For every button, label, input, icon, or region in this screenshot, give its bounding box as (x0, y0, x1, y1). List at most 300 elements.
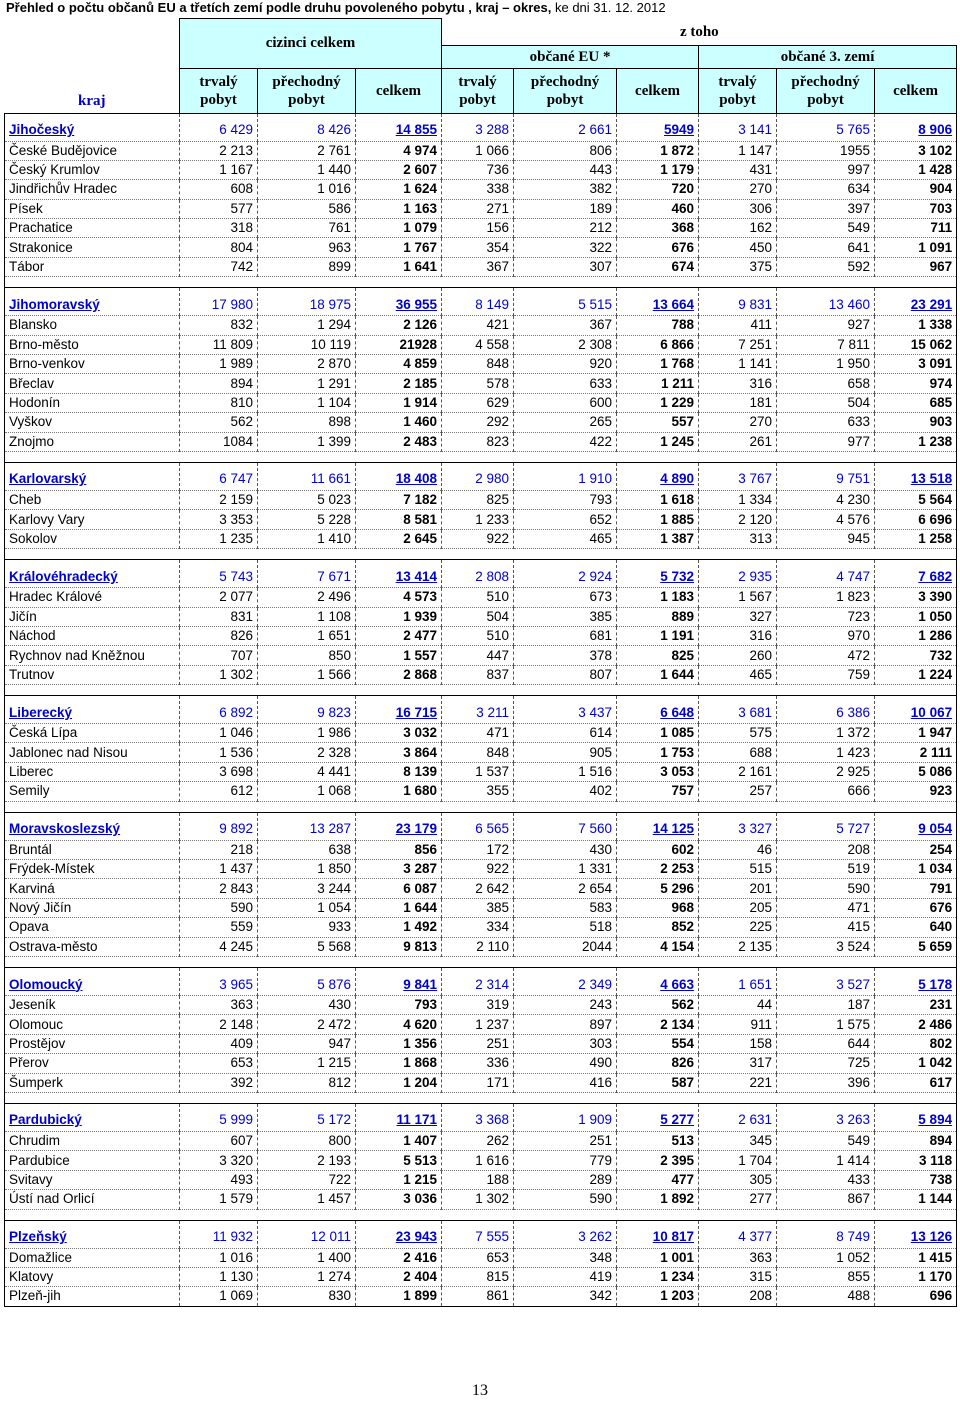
table-cell: 7 555 (442, 1220, 514, 1248)
table-cell: 742 (180, 257, 258, 276)
table-cell: 10 119 (258, 335, 356, 354)
table-cell: 5 277 (617, 1103, 699, 1131)
table-cell: 162 (699, 219, 777, 238)
table-cell: 2 607 (356, 160, 442, 179)
table-cell: 2 161 (699, 762, 777, 781)
spacer-cell (258, 685, 356, 696)
district-row (5, 374, 957, 393)
spacer-row (5, 1092, 957, 1103)
table-cell: 472 (777, 646, 875, 665)
table-cell: 363 (180, 996, 258, 1015)
spacer-cell (514, 451, 617, 462)
table-cell: 933 (258, 918, 356, 937)
table-cell: 1084 (180, 432, 258, 451)
table-cell: 1 415 (875, 1248, 957, 1267)
table-cell: 16 715 (356, 696, 442, 724)
table-cell: 504 (442, 607, 514, 626)
table-cell: 861 (442, 1287, 514, 1306)
table-cell: 313 (699, 529, 777, 548)
header-obcane-eu: občané EU * (442, 45, 699, 68)
table-cell: 257 (699, 782, 777, 801)
row-label: Rychnov nad Kněžnou (5, 646, 180, 665)
table-cell: 158 (699, 1034, 777, 1053)
region-row (5, 1220, 957, 1248)
table-cell: 3 036 (356, 1190, 442, 1209)
table-cell: 265 (514, 413, 617, 432)
table-cell: 1 203 (617, 1287, 699, 1306)
table-cell: 465 (514, 529, 617, 548)
table-cell: 1 144 (875, 1190, 957, 1209)
table-cell: 1 575 (777, 1015, 875, 1034)
table-cell: 7 182 (356, 490, 442, 509)
table-cell: 674 (617, 257, 699, 276)
spacer-cell (442, 549, 514, 560)
table-cell: 1 768 (617, 355, 699, 374)
table-cell: 1 680 (356, 782, 442, 801)
table-cell: 614 (514, 724, 617, 743)
spacer-row (5, 801, 957, 812)
table-cell: 1 163 (356, 199, 442, 218)
table-cell: 1 016 (180, 1248, 258, 1267)
table-cell: 7 251 (699, 335, 777, 354)
table-cell: 188 (442, 1170, 514, 1189)
table-cell: 2 870 (258, 355, 356, 374)
row-label: Vyškov (5, 413, 180, 432)
table-cell: 703 (875, 199, 957, 218)
table-cell: 1 536 (180, 743, 258, 762)
table-cell: 447 (442, 646, 514, 665)
row-label: Nový Jičín (5, 898, 180, 917)
table-cell: 5 727 (777, 812, 875, 840)
table-cell: 316 (699, 374, 777, 393)
table-cell: 3 681 (699, 696, 777, 724)
table-cell: 963 (258, 238, 356, 257)
header-trvaly-pobyt: trvalý pobyt (442, 68, 514, 113)
table-cell: 889 (617, 607, 699, 626)
spacer-cell (356, 1092, 442, 1103)
table-cell: 504 (777, 393, 875, 412)
table-cell: 1 224 (875, 665, 957, 684)
table-cell: 1 286 (875, 626, 957, 645)
table-cell: 1 428 (875, 160, 957, 179)
table-cell: 1 204 (356, 1073, 442, 1092)
spacer-cell (5, 685, 180, 696)
spacer-cell (777, 277, 875, 288)
table-cell: 3 288 (442, 113, 514, 141)
table-cell: 559 (180, 918, 258, 937)
district-row (5, 180, 957, 199)
table-cell: 10 067 (875, 696, 957, 724)
table-cell: 826 (180, 626, 258, 645)
table-cell: 1 414 (777, 1151, 875, 1170)
table-cell: 2 111 (875, 743, 957, 762)
table-cell: 2 654 (514, 879, 617, 898)
table-cell: 5 894 (875, 1103, 957, 1131)
spacer-cell (875, 1209, 957, 1220)
table-cell: 825 (442, 490, 514, 509)
spacer-cell (442, 685, 514, 696)
spacer-cell (180, 1209, 258, 1220)
spacer-cell (258, 957, 356, 968)
table-cell: 1 130 (180, 1267, 258, 1286)
table-cell: 1 651 (699, 968, 777, 996)
table-cell: 1 215 (356, 1170, 442, 1189)
table-cell: 4 558 (442, 335, 514, 354)
table-cell: 14 855 (356, 113, 442, 141)
table-cell: 1 460 (356, 413, 442, 432)
table-cell: 187 (777, 996, 875, 1015)
table-cell: 815 (442, 1267, 514, 1286)
table-cell: 5 178 (875, 968, 957, 996)
table-cell: 1 457 (258, 1190, 356, 1209)
table-cell: 488 (777, 1287, 875, 1306)
table-cell: 6 648 (617, 696, 699, 724)
table-cell: 5 765 (777, 113, 875, 141)
table-cell: 1 387 (617, 529, 699, 548)
table-cell: 430 (514, 840, 617, 859)
row-label: České Budějovice (5, 141, 180, 160)
table-cell: 5 296 (617, 879, 699, 898)
table-cell: 4 859 (356, 355, 442, 374)
table-cell: 2 843 (180, 879, 258, 898)
table-cell: 415 (777, 918, 875, 937)
table-cell: 9 841 (356, 968, 442, 996)
row-label: Domažlice (5, 1248, 180, 1267)
table-cell: 1 753 (617, 743, 699, 762)
table-body (5, 113, 957, 1306)
table-cell: 1 989 (180, 355, 258, 374)
table-cell: 4 747 (777, 560, 875, 588)
table-header (5, 19, 957, 114)
table-cell: 261 (699, 432, 777, 451)
spacer-cell (356, 549, 442, 560)
table-cell: 419 (514, 1267, 617, 1286)
table-cell: 515 (699, 860, 777, 879)
row-label: Přerov (5, 1054, 180, 1073)
table-cell: 15 062 (875, 335, 957, 354)
district-row (5, 238, 957, 257)
table-cell: 1 557 (356, 646, 442, 665)
table-cell: 1 618 (617, 490, 699, 509)
district-row (5, 1151, 957, 1170)
table-cell: 5 732 (617, 560, 699, 588)
row-label: Karlovarský (5, 462, 180, 490)
table-cell: 3 320 (180, 1151, 258, 1170)
table-cell: 848 (442, 355, 514, 374)
spacer-row (5, 685, 957, 696)
spacer-cell (514, 277, 617, 288)
row-label: Znojmo (5, 432, 180, 451)
statistics-table (4, 18, 957, 1307)
table-cell: 899 (258, 257, 356, 276)
table-cell: 355 (442, 782, 514, 801)
table-cell: 13 460 (777, 288, 875, 316)
spacer-cell (875, 549, 957, 560)
table-cell: 342 (514, 1287, 617, 1306)
table-cell: 3 053 (617, 762, 699, 781)
table-cell: 1 104 (258, 393, 356, 412)
table-cell: 5 086 (875, 762, 957, 781)
table-cell: 3 698 (180, 762, 258, 781)
table-cell: 2 126 (356, 316, 442, 335)
spacer-cell (442, 277, 514, 288)
spacer-cell (617, 451, 699, 462)
table-cell: 617 (875, 1073, 957, 1092)
table-cell: 867 (777, 1190, 875, 1209)
table-cell: 7 811 (777, 335, 875, 354)
district-row (5, 1248, 957, 1267)
table-cell: 477 (617, 1170, 699, 1189)
table-cell: 761 (258, 219, 356, 238)
table-cell: 897 (514, 1015, 617, 1034)
table-cell: 338 (442, 180, 514, 199)
table-cell: 378 (514, 646, 617, 665)
spacer-cell (699, 1092, 777, 1103)
row-label: Hradec Králové (5, 588, 180, 607)
table-cell: 1 294 (258, 316, 356, 335)
district-row (5, 1267, 957, 1286)
table-cell: 2 213 (180, 141, 258, 160)
table-cell: 2 193 (258, 1151, 356, 1170)
table-cell: 562 (180, 413, 258, 432)
spacer-cell (875, 685, 957, 696)
table-cell: 345 (699, 1131, 777, 1150)
table-cell: 3 527 (777, 968, 875, 996)
table-cell: 590 (514, 1190, 617, 1209)
table-cell: 5 999 (180, 1103, 258, 1131)
row-label: Jihočeský (5, 113, 180, 141)
table-cell: 602 (617, 840, 699, 859)
table-cell: 319 (442, 996, 514, 1015)
table-cell: 788 (617, 316, 699, 335)
table-cell: 1 066 (442, 141, 514, 160)
table-cell: 1 183 (617, 588, 699, 607)
table-cell: 392 (180, 1073, 258, 1092)
table-cell: 231 (875, 996, 957, 1015)
table-cell: 1 537 (442, 762, 514, 781)
row-label: Strakonice (5, 238, 180, 257)
row-label: Brno-venkov (5, 355, 180, 374)
page-number: 13 (472, 1382, 488, 1399)
header-celkem: celkem (617, 68, 699, 113)
table-cell: 23 179 (356, 812, 442, 840)
spacer-cell (180, 957, 258, 968)
table-cell: 2 253 (617, 860, 699, 879)
spacer-cell (875, 451, 957, 462)
table-cell: 807 (514, 665, 617, 684)
table-cell: 306 (699, 199, 777, 218)
row-label: Opava (5, 918, 180, 937)
table-cell: 46 (699, 840, 777, 859)
table-cell: 2 980 (442, 462, 514, 490)
table-cell: 830 (258, 1287, 356, 1306)
table-cell: 1 767 (356, 238, 442, 257)
spacer-cell (258, 801, 356, 812)
table-cell: 396 (777, 1073, 875, 1092)
table-cell: 779 (514, 1151, 617, 1170)
table-cell: 2 134 (617, 1015, 699, 1034)
spacer-cell (699, 685, 777, 696)
table-cell: 433 (777, 1170, 875, 1189)
table-cell: 1 191 (617, 626, 699, 645)
table-cell: 1 423 (777, 743, 875, 762)
table-cell: 1 516 (514, 762, 617, 781)
table-cell: 1 167 (180, 160, 258, 179)
table-cell: 2 328 (258, 743, 356, 762)
table-cell: 3 262 (514, 1220, 617, 1248)
header-prechodny-pobyt: přechodný pobyt (514, 68, 617, 113)
district-row (5, 588, 957, 607)
table-cell: 629 (442, 393, 514, 412)
table-cell: 172 (442, 840, 514, 859)
table-cell: 518 (514, 918, 617, 937)
table-cell: 823 (442, 432, 514, 451)
district-row (5, 1015, 957, 1034)
table-cell: 8 581 (356, 510, 442, 529)
header-trvaly-pobyt: trvalý pobyt (699, 68, 777, 113)
table-cell: 1 331 (514, 860, 617, 879)
region-row (5, 560, 957, 588)
row-label: Moravskoslezský (5, 812, 180, 840)
table-cell: 354 (442, 238, 514, 257)
spacer-cell (180, 277, 258, 288)
table-cell: 189 (514, 199, 617, 218)
table-cell: 1 302 (442, 1190, 514, 1209)
table-cell: 1 052 (777, 1248, 875, 1267)
spacer-cell (875, 801, 957, 812)
table-cell: 1 258 (875, 529, 957, 548)
header-kraj: kraj (5, 19, 180, 114)
district-row (5, 1034, 957, 1053)
table-cell: 13 287 (258, 812, 356, 840)
table-cell: 348 (514, 1248, 617, 1267)
row-label: Semily (5, 782, 180, 801)
district-row (5, 316, 957, 335)
table-cell: 336 (442, 1054, 514, 1073)
table-cell: 3 327 (699, 812, 777, 840)
table-cell: 2 645 (356, 529, 442, 548)
table-cell: 759 (777, 665, 875, 684)
spacer-cell (356, 451, 442, 462)
table-cell: 826 (617, 1054, 699, 1073)
table-cell: 802 (875, 1034, 957, 1053)
table-cell: 676 (875, 898, 957, 917)
table-cell: 1 644 (617, 665, 699, 684)
spacer-cell (5, 277, 180, 288)
table-cell: 1 644 (356, 898, 442, 917)
district-row (5, 1190, 957, 1209)
district-row (5, 160, 957, 179)
table-cell: 1 492 (356, 918, 442, 937)
table-cell: 2 395 (617, 1151, 699, 1170)
spacer-row (5, 549, 957, 560)
spacer-cell (617, 1092, 699, 1103)
table-cell: 1 986 (258, 724, 356, 743)
row-label: Česká Lípa (5, 724, 180, 743)
table-cell: 711 (875, 219, 957, 238)
page-title-text: Přehled o počtu občanů EU a třetích zemí podle druhu povoleného pobytu , kraj – okres, (6, 0, 552, 15)
table-cell: 4 620 (356, 1015, 442, 1034)
table-cell: 9 054 (875, 812, 957, 840)
spacer-cell (514, 685, 617, 696)
district-row (5, 141, 957, 160)
table-cell: 6 696 (875, 510, 957, 529)
table-cell: 1 108 (258, 607, 356, 626)
row-label: Olomouc (5, 1015, 180, 1034)
row-label: Liberecký (5, 696, 180, 724)
table-cell: 6 892 (180, 696, 258, 724)
row-label: Hodonín (5, 393, 180, 412)
spacer-cell (5, 1209, 180, 1220)
table-cell: 7 560 (514, 812, 617, 840)
table-cell: 658 (777, 374, 875, 393)
spacer-cell (699, 957, 777, 968)
table-cell: 725 (777, 1054, 875, 1073)
table-cell: 1 399 (258, 432, 356, 451)
table-cell: 1 892 (617, 1190, 699, 1209)
table-cell: 322 (514, 238, 617, 257)
row-label: Karviná (5, 879, 180, 898)
table-cell: 1955 (777, 141, 875, 160)
spacer-cell (777, 451, 875, 462)
table-cell: 2 185 (356, 374, 442, 393)
district-row (5, 219, 957, 238)
table-cell: 5 876 (258, 968, 356, 996)
table-cell: 411 (699, 316, 777, 335)
table-cell: 1 823 (777, 588, 875, 607)
table-cell: 327 (699, 607, 777, 626)
table-cell: 720 (617, 180, 699, 199)
spacer-cell (356, 277, 442, 288)
table-cell: 681 (514, 626, 617, 645)
table-cell: 1 437 (180, 860, 258, 879)
row-label: Liberec (5, 762, 180, 781)
row-label: Blansko (5, 316, 180, 335)
row-label: Bruntál (5, 840, 180, 859)
table-cell: 1 868 (356, 1054, 442, 1073)
spacer-row (5, 1209, 957, 1220)
table-cell: 1 238 (875, 432, 957, 451)
spacer-cell (258, 549, 356, 560)
spacer-cell (5, 451, 180, 462)
table-cell: 812 (258, 1073, 356, 1092)
district-row (5, 335, 957, 354)
spacer-cell (5, 957, 180, 968)
table-cell: 519 (777, 860, 875, 879)
row-label: Jičín (5, 607, 180, 626)
table-cell: 1 069 (180, 1287, 258, 1306)
table-cell: 3 965 (180, 968, 258, 996)
table-cell: 3 524 (777, 937, 875, 956)
spacer-cell (180, 801, 258, 812)
table-cell: 1 440 (258, 160, 356, 179)
table-cell: 852 (617, 918, 699, 937)
table-cell: 3 263 (777, 1103, 875, 1131)
table-cell: 1 235 (180, 529, 258, 548)
table-cell: 5949 (617, 113, 699, 141)
table-cell: 375 (699, 257, 777, 276)
table-cell: 1 245 (617, 432, 699, 451)
table-cell: 696 (875, 1287, 957, 1306)
header-prechodny-pobyt: přechodný pobyt (258, 68, 356, 113)
table-cell: 4 377 (699, 1220, 777, 1248)
table-cell: 1 624 (356, 180, 442, 199)
table-cell: 14 125 (617, 812, 699, 840)
table-cell: 1 234 (617, 1267, 699, 1286)
table-cell: 587 (617, 1073, 699, 1092)
table-cell: 586 (258, 199, 356, 218)
row-label: Královéhradecký (5, 560, 180, 588)
